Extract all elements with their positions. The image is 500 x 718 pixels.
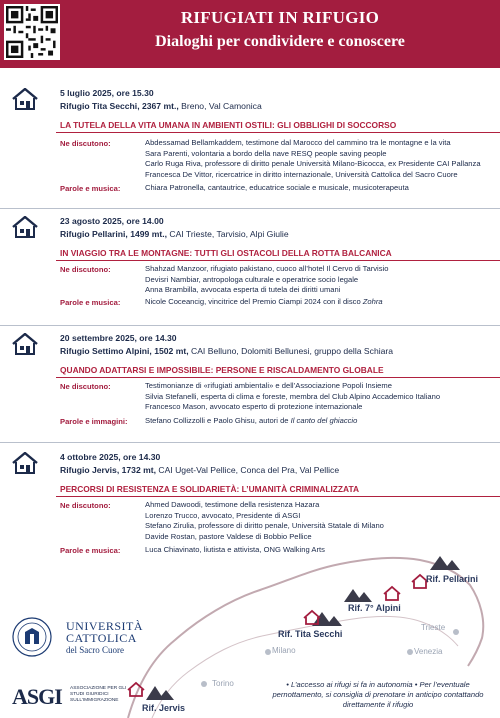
speakers-label: Ne discutono:: [60, 382, 111, 391]
map-city-trieste: Trieste: [421, 623, 446, 632]
speaker: Abdessamad Bellamkaddem, testimone dal Marocco del cammino tra le montagne e la vita: [145, 138, 451, 147]
speaker: Testimonianze di «rifugiati ambientali» e dell’Associazione Popoli Insieme: [145, 381, 392, 390]
header-banner: [0, 0, 500, 68]
music-text: Chiara Patronella, cantautrice, educatrice sociale e musicale, musicoterapeuta: [145, 183, 409, 192]
mountain-icon: [146, 556, 460, 700]
speaker: Lorenzo Trucco, avvocato, Presidente di ASGI: [145, 510, 301, 520]
mountain-hut-icon: [12, 452, 38, 474]
event-place: Rifugio Tita Secchi, 2367 mt., Breno, Val Camonica: [60, 101, 262, 111]
speaker: Sara Parenti, volontaria a bordo della nave RESQ people saving people: [145, 148, 387, 158]
map-label-secchi: Rif. Tita Secchi: [278, 629, 343, 639]
asgi-wordmark: ASGI: [12, 684, 62, 709]
topic-divider: [56, 377, 500, 378]
topic-divider: [56, 496, 500, 497]
ucsc-logo: [8, 617, 143, 661]
university-seal-icon: [12, 617, 52, 657]
section-divider: [0, 325, 500, 326]
mountain-hut-icon: [12, 88, 38, 110]
speaker: Ahmed Dawoodi, testimone della resistenza Hazara: [145, 500, 320, 509]
mountain-hut-icon: [12, 333, 38, 355]
event-date: 23 agosto 2025, ore 14.00: [60, 216, 164, 226]
section-divider: [0, 442, 500, 443]
event-topic: PERCORSI DI RESISTENZA E SOLIDARIETÀ: L’UMANITÀ CRIMINALIZZATA: [60, 484, 360, 494]
speakers-list: [145, 381, 440, 413]
speakers-list: [145, 500, 384, 542]
speaker: Francesca De Vittor, ricercatrice in diritto internazionale, Università Cattolica del Sacro Cuore: [145, 169, 458, 179]
speakers-label: Ne discutono:: [60, 501, 111, 510]
event-topic: LA TUTELA DELLA VITA UMANA IN AMBIENTI OSTILI: GLI OBBLIGHI DI SOCCORSO: [60, 120, 397, 130]
event-3: [0, 333, 500, 443]
music-text: Stefano Collizzolli e Paolo Ghisu, autori de Il canto del ghiaccio: [145, 416, 358, 425]
page-title: RIFUGIATI IN RIFUGIO: [180, 8, 380, 27]
map-city-venezia: Venezia: [414, 647, 443, 656]
qr-code[interactable]: [4, 4, 60, 60]
event-place: Rifugio Pellarini, 1499 mt., CAI Trieste, Tarvisio, Alpi Giulie: [60, 229, 289, 239]
topic-divider: [56, 132, 500, 133]
map-label-jervis: Rif. Jervis: [142, 703, 186, 713]
event-date: 20 settembre 2025, ore 14.30: [60, 333, 177, 343]
event-topic: QUANDO ADATTARSI E IMPOSSIBILE: PERSONE E RISCALDAMENTO GLOBALE: [60, 365, 384, 375]
speaker: Davide Rostan, pastore Valdese di Bobbio Pellice: [145, 531, 312, 541]
mountain-hut-icon: [12, 216, 38, 238]
access-note: • L’accesso ai rifugi si fa in autonomia • Per l’eventuale pernottamento, si consiglia di prenotare in anticipo contattando direttamente il rifugio: [272, 680, 484, 709]
music-label: Parole e immagini:: [60, 417, 128, 426]
speaker: Stefano Zirulia, professore di diritto penale, Università Statale di Milano: [145, 521, 384, 530]
speaker: Anna Brambilla, avvocata esperta di tutela dei diritti umani: [145, 285, 341, 294]
event-place: Rifugio Settimo Alpini, 1502 mt, CAI Belluno, Dolomiti Bellunesi, gruppo della Schiara: [60, 346, 394, 356]
music-label: Parole e musica:: [60, 298, 121, 307]
speakers-label: Ne discutono:: [60, 139, 111, 148]
event-topic: IN VIAGGIO TRA LE MONTAGNE: TUTTI GLI OSTACOLI DELLA ROTTA BALCANICA: [60, 248, 392, 258]
music-text: Nicole Coceancig, vincitrice del Premio Ciampi 2024 con il disco Zohra: [145, 297, 383, 306]
speaker: Francesco Mason, avvocato esperto di protezione internazionale: [145, 402, 363, 411]
map-label-alpini: Rif. 7° Alpini: [348, 603, 401, 613]
topic-divider: [56, 260, 500, 261]
event-4: [0, 452, 500, 562]
speakers-label: Ne discutono:: [60, 265, 111, 274]
map-city-milano: Milano: [272, 646, 296, 655]
event-place: Rifugio Jervis, 1732 mt, CAI Uget-Val Pellice, Conca del Pra, Val Pellice: [60, 465, 340, 475]
map-label-pellarini: Rif. Pellarini: [426, 574, 479, 584]
speaker: Devisri Nambiar, antropologa culturale e operatrice socio legale: [145, 274, 359, 284]
asgi-logo: [12, 684, 142, 710]
speaker: Carlo Ruga Riva, professore di diritto penale Università Milano-Bicocca, ex Presidente CAI Pallanza: [145, 159, 481, 168]
map-city-torino: Torino: [212, 679, 234, 688]
page-subtitle: Dialoghi per condividere e conoscere: [155, 33, 405, 50]
music-text: Luca Chiavinato, liutista e attivista, ONG Walking Arts: [145, 545, 325, 554]
speakers-list: [145, 264, 388, 296]
music-label: Parole e musica:: [60, 546, 121, 555]
speakers-list: [145, 138, 481, 180]
event-2: [0, 216, 500, 326]
speaker: Silvia Stefanelli, esperta di clima e foreste, membra del Club Alpino Accademico Italiano: [145, 391, 441, 401]
music-label: Parole e musica:: [60, 184, 121, 193]
section-divider: [0, 208, 500, 209]
event-1: [0, 88, 500, 208]
asgi-fullname: ASSOCIAZIONE PER GLI STUDI GIURIDICI SULL’IMMIGRAZIONE: [70, 686, 127, 703]
speaker: Shahzad Manzoor, rifugiato pakistano, cuoco all’hotel Il Cervo di Tarvisio: [145, 264, 389, 273]
event-date: 5 luglio 2025, ore 15.30: [60, 88, 154, 98]
event-date: 4 ottobre 2025, ore 14.30: [60, 452, 161, 462]
ucsc-wordmark: UNIVERSITÀ CATTOLICA del Sacro Cuore: [66, 619, 143, 655]
